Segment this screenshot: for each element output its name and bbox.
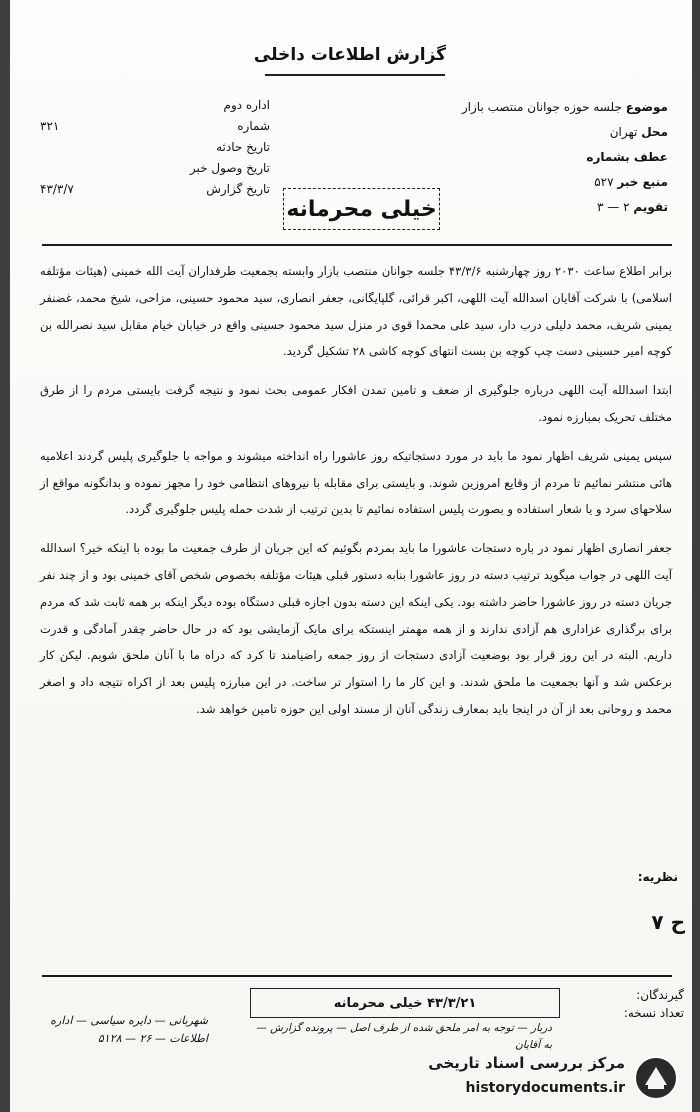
header-right-block [408, 95, 668, 220]
title-underline [265, 74, 445, 76]
subject-label: موضوع [625, 100, 668, 114]
nazariye-label: نظریه: [637, 870, 678, 884]
footer-divider [42, 975, 672, 977]
footer-signature-note: شهربانی — دایره سیاسی — اداره اطلاعات — ۲۶ — ۵۱۲۸ [50, 1014, 208, 1045]
watermark-title: مرکز بررسی اسناد تاریخی [428, 1054, 625, 1072]
report-date-value: ۴۳/۳/۷ [40, 182, 74, 196]
copies-label: تعداد نسخه: [623, 1006, 684, 1020]
body-paragraph: ابتدا اسدالله آیت اللهی درباره جلوگیری از ضعف و تامین تمدن افکار عمومی بحث نمود و نتیجه گرفت بایستی مردم را از طرق مختلف تحریک بمبارزه نمود. [40, 383, 672, 424]
number-label: شماره [237, 119, 270, 133]
margin-handwritten-mark: ح ۷ [651, 910, 685, 934]
body-paragraph: سپس یمینی شریف اظهار نمود ما باید در مورد دستجاتیکه روز عاشورا راه انداخته میشوند و مواجه با جلوگیری پلیس گردند اعلامیه هائی منتشر نمائیم تا مردم از وقایع امروزین شوند. و بایستی برای مقابله با نیروهای انتظامی خود را مجهز نموده و بدانگونه مواقع از سلاحهای سرد و یا شعار استفاده و بصورت پلیس استفاده نمائیم تا بدین ترتیب از شدت حمله پلیس جلوگیری گردد. [40, 448, 672, 517]
rating-value: ۲ — ۳ [597, 200, 630, 214]
scan-edge-left [0, 0, 10, 1112]
source-label: منبع خبر [617, 175, 668, 189]
report-date-label: تاریخ گزارش [206, 182, 270, 196]
number-value: ۳۲۱ [40, 119, 60, 133]
body-paragraph: جعفر انصاری اظهار نمود در باره دستجات عاشورا ما باید بمردم بگوئیم که این جریان از طرف جمعیت ما بوده با اینکه خیر؟ اسدالله آیت اللهی در جواب میگوید ترتیب دسته در روز عاشورا بنابه دستور قبلی هیئات مؤتلفه بخصوص شخص آقای خمینی بود و از چند نفر جریان دسته در روز عاشورا حاضر داشته بود. یکی اینکه این دسته بدون اجازه قبلی دستگاه بوده دیگر اینکه بر همه ثابت شد که مردم برای برگذاری عزاداری هم آزادی ندارند و از همه مهمتر اینستکه برای مایک آزمایشی بود که در حال حاضر چقدر آمادگی و قدرت داریم. البته در این روز قرار بود بوضعیت آزادی دستجات از روز جمعه راضیامند تا کرد که دراه ما با آنان ملحق شویم. لیکن کار برعکس شد و آنها بجمعیت ما ملحق شدند. و این کار ما را استوار تر ساخت. در این مبارزه پلیس بعد از اکراه نتیجه داد و اصغر محمد و روحانی بعد از آن در اینجا باید بمعارف زندگی آنان از مسند اولی این حوزه تامین خواهد شد. [40, 541, 672, 716]
received-date-label: تاریخ وصول خبر [189, 161, 270, 175]
place-value: تهران [609, 125, 638, 139]
watermark-url: historydocuments.ir [465, 1080, 625, 1096]
body-paragraph: برابر اطلاع ساعت ۲۰۳۰ روز چهارشنبه ۴۳/۳/۶ جلسه جوانان منتصب بازار وابسته بجمعیت طرفداران آیت الله خمینی (هیئات مؤتلفه اسلامی) با شرکت آقایان اسدالله آیت اللهی، اکبر قرائی، گلپایگانی، جعفر انصاری، سید محمود حسینی، مزاحی، شیخ محمد، غضنفر یمینی شریف، محمد دلیلی درب دار، سید علی محمدا قوی در منزل سید محمود حسینی واقع در خیابان خیام مقابل سید نصرالله بن کوچه امیر حسینی دست چپ کوچه بن بست انتهای کوچه کاشی ۲۸ تشکیل گردید. [40, 264, 673, 359]
classification-stamp: خیلی محرمانه [283, 188, 440, 230]
document-title: گزارش اطلاعات داخلی [253, 45, 447, 65]
header-left-block [40, 95, 270, 200]
footer-receivers [584, 986, 684, 1022]
header-divider [42, 244, 672, 246]
archive-logo-icon [633, 1055, 679, 1101]
receiver-label: گیرندگان: [636, 988, 684, 1002]
archive-watermark [415, 1050, 685, 1105]
place-label: محل [641, 125, 668, 139]
report-body [40, 258, 672, 735]
rating-label: تقویم [633, 200, 668, 214]
event-date-label: تاریخ حادثه [216, 140, 270, 154]
subject-value: جلسه حوزه جوانان منتصب بازار [461, 100, 622, 114]
scan-edge-right [692, 0, 700, 1112]
footer-stamp-box: ۴۳/۳/۲۱ خیلی محرمانه [250, 988, 560, 1018]
office-label: اداره دوم [223, 98, 270, 112]
ref-label: عطف بشماره [586, 150, 668, 164]
source-value: ۵۲۷ [594, 175, 614, 189]
footer-handwritten-note: دربار — توجه به امر ملحق شده از طرف اصل — پرونده گزارش — به آقایان [256, 1022, 552, 1051]
